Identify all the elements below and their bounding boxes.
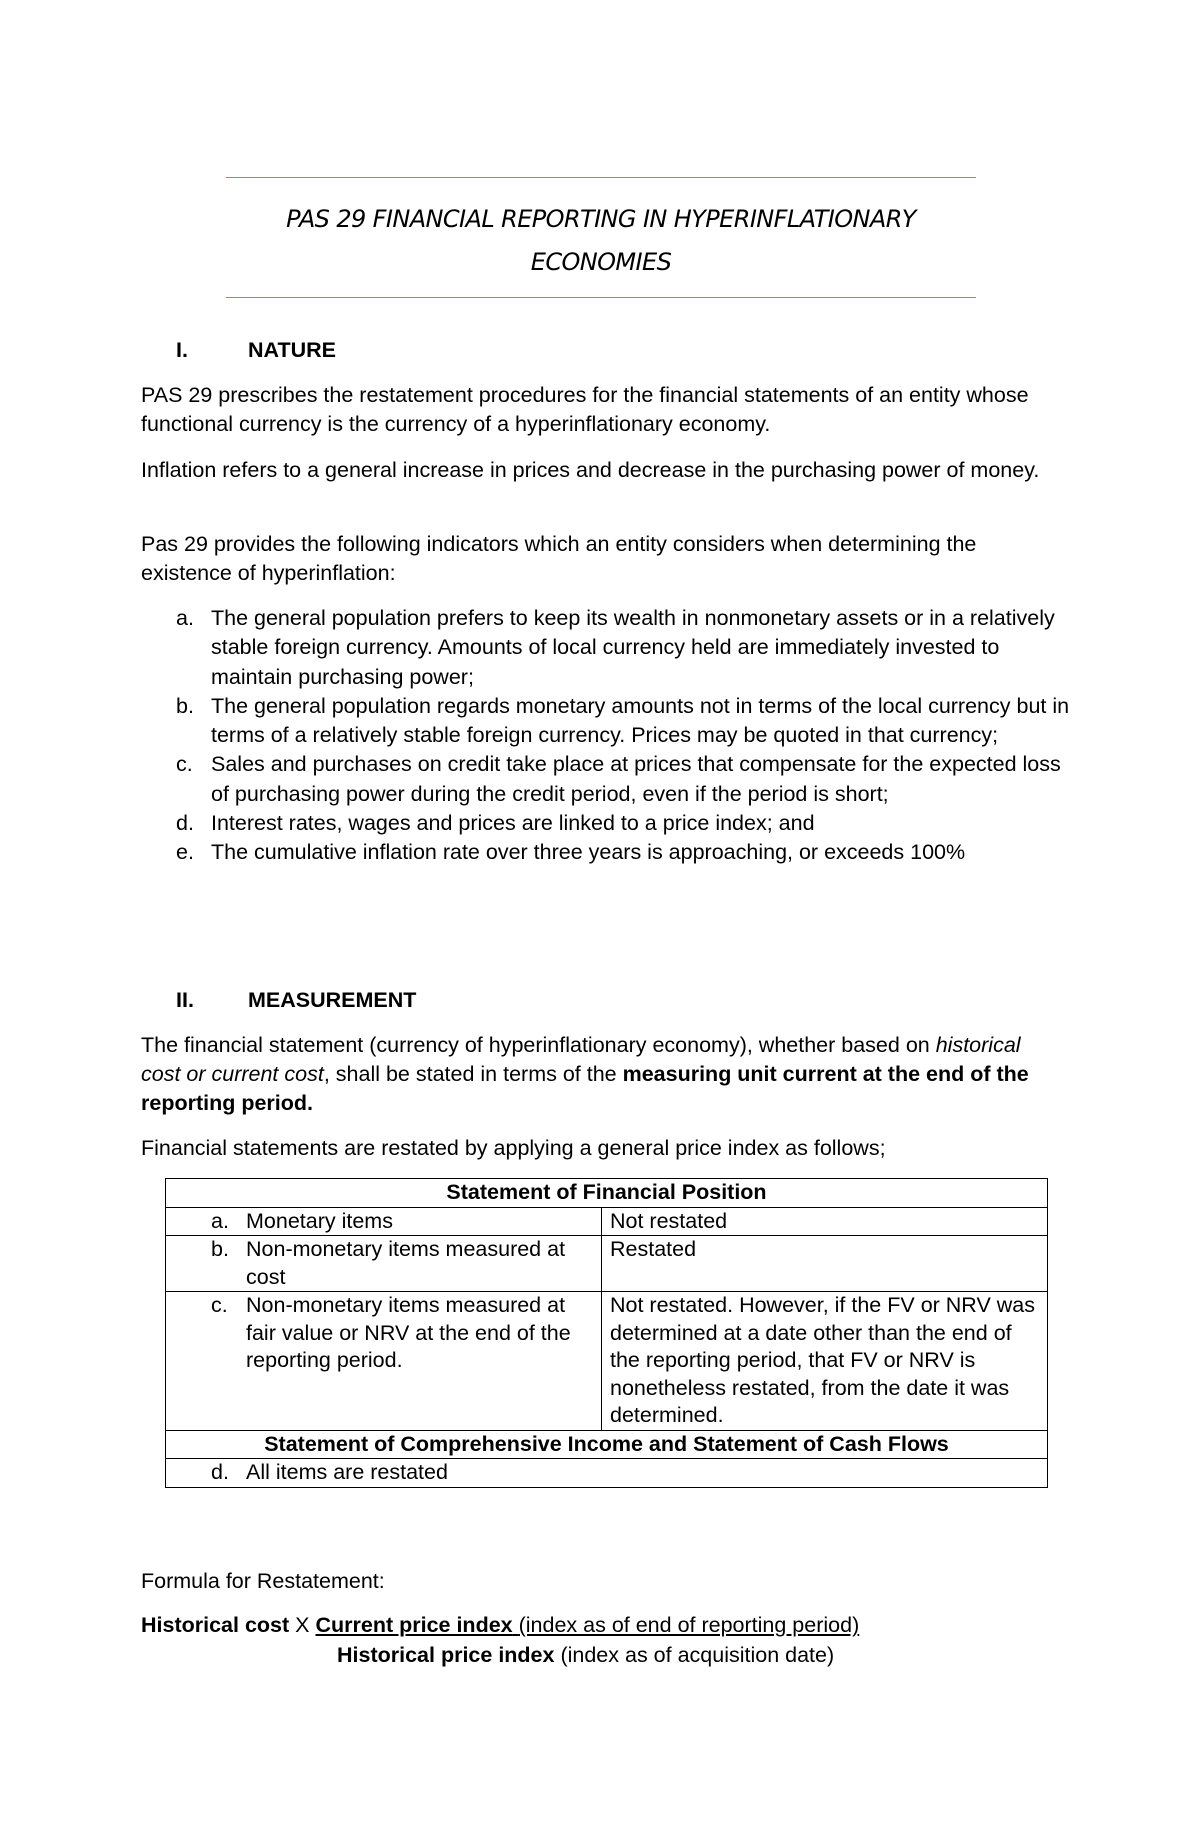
table-header: Statement of Financial Position <box>166 1179 1048 1208</box>
section-number: I. <box>176 338 188 362</box>
list-item: e. The cumulative inflation rate over three years is approaching, or exceeds 100% <box>176 840 966 865</box>
paragraph: PAS 29 prescribes the restatement procedures for the financial statements of an entity whose functional currency is the currency of a hyperinflationary economy. <box>141 383 1029 436</box>
list-item: b. The general population regards monetary amounts not in terms of the local currency but in terms of a relatively stable foreign currency. Prices may be quoted in that currency; <box>176 693 1070 748</box>
table-header: Statement of Comprehensive Income and Statement of Cash Flows <box>166 1430 1048 1459</box>
list-item: d. Interest rates, wages and prices are linked to a price index; and <box>176 811 815 836</box>
table-row: c. Non-monetary items measured at fair value or NRV at the end of the reporting period. Not restated. However, if the FV or NRV was determined at a date other than the end of the reporting period, that FV or NRV is nonetheless restated, from the date it was determined. <box>166 1292 1048 1431</box>
section-number: II. <box>176 988 194 1012</box>
table-row: a. Monetary items Not restated <box>166 1207 1048 1236</box>
list-item: a. The general population prefers to keep its wealth in nonmonetary assets or in a relatively stable foreign currency. Amounts of local currency held are immediately invested to maintain purchasing power; <box>176 606 1055 689</box>
paragraph: Financial statements are restated by applying a general price index as follows; <box>141 1136 886 1160</box>
restatement-formula: Formula for Restatement: Historical cost X Current price index (index as of end of reporting period) Historical price index (index as of acquisition date) <box>141 1566 859 1670</box>
title-bottom-rule <box>226 297 976 298</box>
table-row: d. All items are restated <box>166 1459 1048 1488</box>
formula-label: Formula for Restatement: <box>141 1569 385 1593</box>
restatement-table <box>165 1178 1048 1488</box>
paragraph: The financial statement (currency of hyperinflationary economy), whether based on historical cost or current cost, shall be stated in terms of the measuring unit current at the end of the reporting period. <box>141 1033 1029 1115</box>
title-top-rule <box>226 177 976 178</box>
table-row: b. Non-monetary items measured at cost Restated <box>166 1236 1048 1292</box>
paragraph: Pas 29 provides the following indicators which an entity considers when determining the existence of hyperinflation: <box>141 532 977 585</box>
section-title: NATURE <box>248 338 336 362</box>
document-title: PAS 29 FINANCIAL REPORTING IN HYPERINFLATIONARY ECONOMIES <box>286 205 916 276</box>
paragraph: Inflation refers to a general increase in prices and decrease in the purchasing power of money. <box>141 458 1040 482</box>
list-item: c. Sales and purchases on credit take place at prices that compensate for the expected loss of purchasing power during the credit period, even if the period is short; <box>176 752 1061 806</box>
section-title: MEASUREMENT <box>248 988 417 1012</box>
indicator-list <box>141 604 1071 868</box>
